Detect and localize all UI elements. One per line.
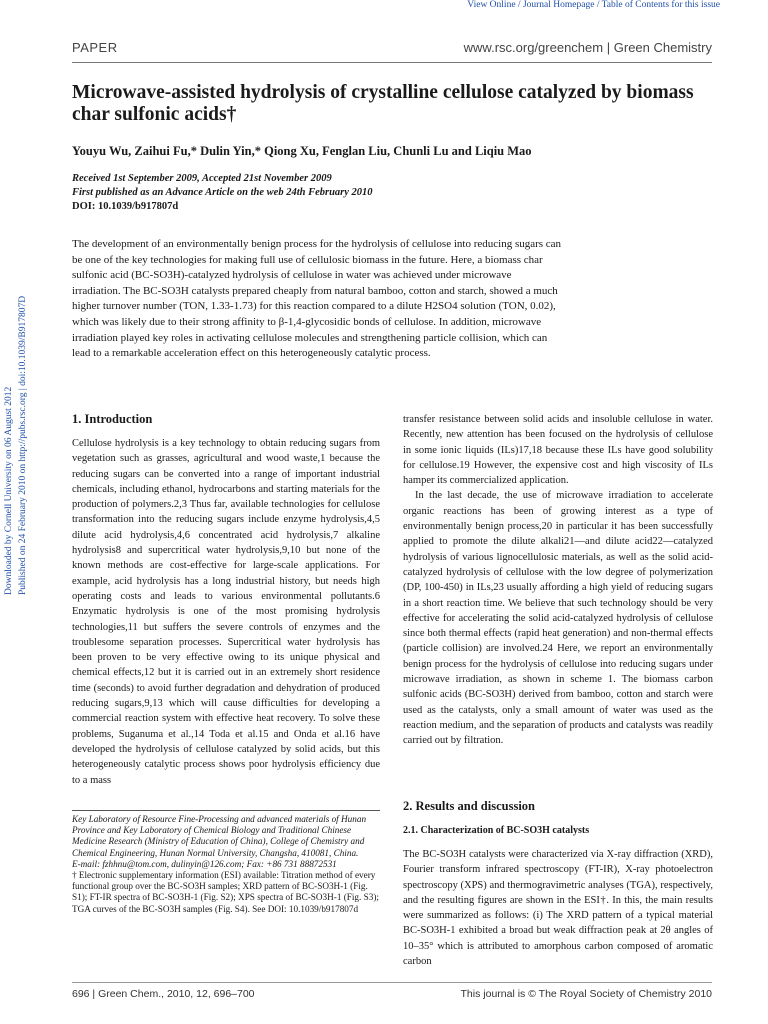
journal-homepage-link[interactable]: Journal Homepage (522, 0, 595, 10)
received-date: Received 1st September 2009, Accepted 21st November 2009 (72, 173, 332, 184)
body-column-left (72, 436, 380, 788)
journal-name: Green Chemistry (613, 40, 712, 55)
nav-separator: / (515, 0, 523, 10)
table-of-contents-link[interactable]: Table of Contents for this issue (601, 0, 720, 10)
affiliation-footnote: Key Laboratory of Resource Fine-Processing and advanced materials of Hunan Province and Key Laboratory of Chemical Biology and Traditional Chinese Medicine Research (Ministry of Education of China), College of Chemistry and Chemical Engineering, Hunan Normal University, Changsha, 410081, China. (72, 814, 367, 858)
paper-title: Microwave-assisted hydrolysis of crystalline cellulose catalyzed by biomass char sulfonic acids† (72, 82, 694, 125)
paragraph: Cellulose hydrolysis is a key technology to obtain reducing sugars from vegetation such as grasses, agricultural and wood waste,1 because the reducing sugars can be converted into a range of important industrial chemicals, including ethanol, hydrocarbons and starting materials for the production of polymers.2,3 Thus far, available technologies for cellulose transformation into the reducing sugars include enzyme hydrolysis,4,5 dilute acid hydrolysis,4,6 concentrated acid hydrolysis,7 alkaline hydrolysis8 and supercritical water hydrolysis,9,10 but none of the known methods are cost-effective for large-scale applications. For example, acid hydrolysis has a long industrial history, but needs high operating costs and leads to various environmental pollutants.6 Enzymatic hydrolysis is one of the most promising hydrolysis technologies,11 but suffers the severe controls of enzymes and the troublesome separation processes. Supercritical water hydrolysis has been proven to be very effective owing to its unique physical and chemical effects,12 but it is carried out in an extremely short residence time (seconds) to avoid further degradation and dehydration of produced reducing sugars,9,13 which will cause difficulties for developing a commercial reaction system with effective heat recovery. To solve these problems, Suganuma et al.,14 Toda et al.15 and Onda et al.16 have developed the hydrolysis of cellulose catalyzed by solid acids, but this heterogeneously catalytic process shows poor hydrolysis efficiency due to a mass (72, 438, 380, 786)
publication-notice[interactable]: Published on 24 February 2010 on http://pubs.rsc.org | doi:10.1039/B917807D (18, 295, 28, 595)
copyright-footer: This journal is © The Royal Society of Chemistry 2010 (460, 988, 712, 1000)
footnote-rule (72, 810, 380, 811)
paragraph: The BC-SO3H catalysts were characterized via X-ray diffraction (XRD), Fourier transform infrared spectroscopy (FT-IR), X-ray photoelectron spectroscopy (XPS) and thermogravimetric analyses (TGA), respectively, and the resulting figures are shown in the ESI†. In this, the main results were summarized as follows: (i) The XRD pattern of a typical material BC-SO3H-1 exhibited a broad but weak diffraction peak at 2θ angles of 10–35° which is attributed to amorphous carbon composed of aromatic carbon (403, 849, 713, 968)
body-column-right-lower (403, 847, 713, 969)
publication-dates (72, 172, 712, 214)
download-notice: Downloaded by Cornell University on 06 August 2012 (4, 386, 14, 595)
email-footnote: E-mail: fzhhnu@tom.com, dulinyin@126.com; Fax: +86 731 88872531 (72, 858, 337, 869)
citation-footer: 696 | Green Chem., 2010, 12, 696–700 (72, 988, 255, 1000)
nav-separator: / (594, 0, 602, 10)
first-published-date: First published as an Advance Article on the web 24th February 2010 (72, 187, 373, 198)
section-label: PAPER (72, 40, 118, 55)
section-heading-results: 2. Results and discussion (403, 799, 535, 813)
paragraph: In the last decade, the use of microwave irradiation to accelerate organic reactions has been of growing interest as a type of environmentally benign process,20 in particular it has been successfully applied to promote the dilute alkali21—and dilute acid22—catalyzed hydrolysis of various lignocellulosic materials, as well as the solid acid-catalyzed hydrolysis of cellulose with the low degree of polymerization (DP, 100-450) in ILs,23 usually affording a high yield of reducing sugars in a short reaction time. We believe that such technology should be very effective for accelerating the solid acid-catalyzed hydrolysis of cellulose since both thermal effects (rapid heat generation) and non-thermal effects (particle collision) are involved.24 Here, we report an environmentally benign process for the hydrolysis of cellulose into reducing sugars under microwave irradiation, as shown in scheme 1. The biomass carbon sulfonic acids (BC-SO3H) derived from bamboo, cotton and starch were used as the catalysts, only a small amount of water was used as the reaction medium, and the separation of products and catalysts was readily carried out by filtration. (403, 490, 713, 747)
section-heading-introduction: 1. Introduction (72, 412, 153, 426)
subsection-heading-characterization: 2.1. Characterization of BC-SO3H catalysts (403, 825, 590, 836)
journal-header (464, 40, 712, 55)
abstract: The development of an environmentally benign process for the hydrolysis of cellulose into reducing sugars can be one of the key technologies for making full use of cellulosic biomass in the future. Here, a biomass char sulfonic acid (BC-SO3H)-catalyzed hydrolysis of cellulose in water was achieved under microwave irradiation. The BC-SO3H catalysts prepared cheaply from natural bamboo, cotton and starch, showed a much higher turnover number (TON, 1.33-1.73) for this reaction compared to a dilute H2SO4 solution (TON, 0.02), which was likely due to their strong affinity to β-1,4-glycosidic bonds of cellulose. In addition, microwave irradiation played key roles in activating cellulose molecules and strengthening particle collision, which can lead to a remarkable acceleration effect on this heterogeneously catalytic process. (72, 238, 562, 360)
esi-footnote: † Electronic supplementary information (ESI) available: Titration method of every functional group over the BC-SO3H samples; XRD pattern of BC-SO3H-1 (Fig. S1); FT-IR spectra of BC-SO3H-1 (Fig. S2); XPS spectra of BC-SO3H-1 (Fig. S3); TGA curves of the BC-SO3H samples (Fig. S4). See DOI: 10.1039/b917807d (72, 870, 379, 914)
footer-rule (72, 982, 712, 983)
footnotes (72, 814, 380, 915)
journal-url-link[interactable]: www.rsc.org/greenchem (463, 40, 604, 55)
header-rule (72, 62, 712, 63)
side-watermark (2, 265, 36, 595)
body-column-right (403, 412, 713, 749)
header-divider: | (606, 40, 611, 55)
doi-line[interactable]: DOI: 10.1039/b917807d (72, 201, 179, 212)
paragraph: transfer resistance between solid acids and insoluble cellulose in water. Recently, new attention has been focused on the hydrolysis of cellulose in some ionic liquids (ILs)17,18 because these ILs have good solubility for cellulose.19 However, the expensive cost and high viscosity of ILs hamper its commercialized application. (403, 414, 713, 487)
author-list: Youyu Wu, Zaihui Fu,* Dulin Yin,* Qiong Xu, Fenglan Liu, Chunli Lu and Liqiu Mao (72, 144, 532, 158)
top-navigation (467, 0, 720, 10)
view-online-link[interactable]: View Online (467, 0, 516, 10)
